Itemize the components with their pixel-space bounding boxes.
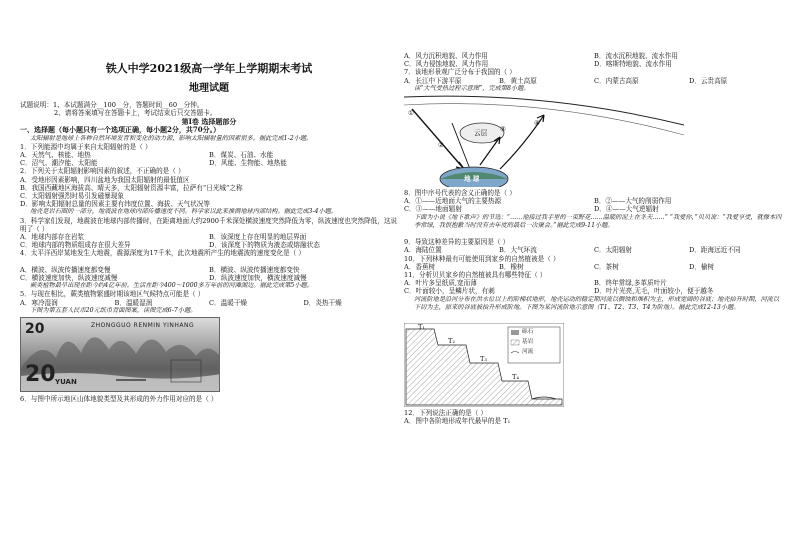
q7-option-c[interactable]: C．内蒙古高原 — [594, 76, 639, 85]
legend-river: 河流 — [522, 349, 534, 356]
legend-gravel: 砾石 — [522, 329, 534, 336]
q12-option-a[interactable]: A．图中各阶地形成年代最早的是 T₁ — [404, 417, 511, 426]
q8-options-row2 — [404, 205, 784, 213]
q6-options-row1 — [404, 52, 784, 60]
q2-option-b[interactable]: B．我国西藏地区海拔高、晴天多，太阳辐射资源丰富，拉萨有“日光城”之称 — [20, 183, 243, 192]
part-heading: 一、选择题（每小题只有一个选项正确，每小题2分，共70分。） — [20, 126, 221, 135]
q6-options-row2 — [404, 60, 784, 68]
currency-yuan: YUAN — [55, 378, 77, 387]
label-4: ④ — [534, 119, 540, 128]
q1-options-row2 — [20, 159, 398, 167]
label-2: ② — [438, 141, 444, 150]
question-10: 10．下列林种最有可能使用到家乡的自然植被是（ ） — [404, 254, 560, 263]
q7-option-a[interactable]: A．长江中下游平原 — [404, 76, 462, 85]
q5-option-c[interactable]: C．温暖干燥 — [209, 298, 248, 307]
denomination-bottom: 20 — [25, 362, 56, 388]
q7-option-b[interactable]: B．黄土高原 — [499, 76, 537, 85]
q3-option-a[interactable]: A．地球内部存在岩浆 — [20, 233, 85, 242]
question-7: 7．该地形景观广泛分布于我国的（ ） — [404, 68, 516, 77]
exam-note-1: 试题说明：1、本试题满分__100__分，答题时间__60__分钟。 — [20, 101, 204, 109]
q3-options-row2 — [20, 241, 398, 249]
q4-option-d[interactable]: D．纵波速度加快，横波速度减慢 — [209, 274, 307, 283]
q1-option-a[interactable]: A．天然气、核能、地热 — [20, 151, 91, 160]
q10-options — [404, 263, 784, 271]
question-12: 12．下列说法正确的是（ ） — [404, 409, 488, 418]
q1-option-b[interactable]: B．煤炭、石油、水能 — [209, 151, 274, 160]
heating-process-svg — [404, 95, 684, 187]
question-6: 6．与图中所示地区山体地貌类型及其形成的外力作用对应的是（ ） — [20, 395, 218, 404]
q7-options — [404, 77, 784, 85]
q4-options-row1 — [20, 266, 398, 274]
q5-options — [20, 299, 398, 307]
q5-option-d[interactable]: D．炎热干燥 — [303, 298, 342, 307]
q6-option-d[interactable]: D．喀斯特地貌、流水作用 — [594, 60, 672, 69]
left-column — [20, 62, 398, 403]
section-heading: 第Ⅰ卷 选择题部分 — [181, 117, 237, 127]
earth-label: 地 球 — [464, 175, 480, 184]
exam-note-2: 2、请将答案填写在答题卡上，考试结束后只交答题卡。 — [54, 109, 217, 118]
question-9: 9．导致这种差异的主要原因是（ ） — [404, 238, 510, 247]
atmosphere-heating-diagram — [404, 95, 684, 187]
intro-2: 地壳是岩石圈的一部分，地震波在地球内部传播速度不同。科学家以此来推测地球内部结构。据此完成3-4小题。 — [30, 208, 337, 216]
river-terrace-diagram — [404, 323, 564, 407]
q10-option-d[interactable]: D．榆树 — [689, 262, 715, 271]
terrace-t3: T₃ — [480, 355, 488, 364]
q8-option-b[interactable]: B．②——大气的削弱作用 — [594, 197, 672, 206]
q5-option-a[interactable]: A．寒冷湿润 — [20, 298, 58, 307]
question-1: 1．下列能源中均属于来自太阳辐射的是（ ） — [20, 142, 152, 151]
question-8: 8．图中序号代表的含义正确的是（ ） — [404, 189, 516, 198]
q10-option-c[interactable]: C．茶树 — [594, 262, 619, 271]
label-1: ① — [408, 109, 414, 118]
intro-5: 读“大气受热过程示意图”，完成第8小题。 — [414, 84, 530, 92]
q8-option-d[interactable]: D．④——大气逆辐射 — [594, 205, 659, 214]
q11-options-row2 — [404, 287, 784, 295]
question-5: 5．与现在相比，蕨类植物繁盛时期该地区气候特点可能是（ ） — [20, 290, 205, 299]
legend-bedrock: 基岩 — [522, 339, 534, 346]
intro-3: 蕨类植物最早出现在距今约4亿年前。生活在距今400～1000多万年前的河滩湖边。据此完成第5小题。 — [30, 282, 313, 290]
banknote-image — [20, 317, 220, 392]
question-2: 2．下列关于太阳辐射影响因素的叙述，不正确的是（ ） — [20, 167, 185, 176]
q3-option-c[interactable]: C．地球内部的物质组成存在很大差异 — [20, 241, 131, 250]
q1-option-d[interactable]: D．风能、生物能、地热能 — [209, 159, 287, 168]
q11-option-b[interactable]: B．终年常绿,多革质叶片 — [594, 279, 667, 288]
q11-option-c[interactable]: C．叶面较小，呈鳞片状，有刺 — [404, 287, 495, 296]
q3-option-d[interactable]: D．该深度下的物质为液态或熔融状态 — [209, 241, 320, 250]
river-terrace-svg — [404, 323, 564, 407]
bank-name: ZHONGGUO RENMIN YINHANG — [91, 322, 195, 330]
q4-option-b[interactable]: B．横波、纵波传播速度都变快 — [209, 265, 300, 274]
q6-option-b[interactable]: B．流水沉积地貌、流水作用 — [594, 52, 678, 60]
cloud-label: 云层 — [474, 129, 488, 138]
q5-option-b[interactable]: B．温暖湿润 — [114, 298, 153, 307]
q3-option-b[interactable]: B．该深度上存在明显的地层界面 — [209, 233, 307, 242]
q10-option-b[interactable]: B．橡树 — [499, 262, 524, 271]
intro-7: 河流阶地是沿河分布在洪水位以上的阶梯状地形，地壳运动的稳定期河流以侧蚀和堆积为主，形成宽阔的谷底；地壳抬升时期，河流以下切为主，原来的谷底被抬升形成阶地。下图为某河流阶地示意图（T1、T2、T3、T4为阶地）。据此完成12-13小题。 — [414, 295, 780, 311]
q2-option-d[interactable]: D．影响太阳辐射总量的因素主要有纬度位置、海拔、天气状况等 — [20, 200, 210, 209]
q1-option-c[interactable]: C．沼气、潮汐能、太阳能 — [20, 159, 98, 168]
q6-option-c[interactable]: C．风力侵蚀地貌、风力作用 — [404, 60, 489, 69]
q3-options-row1 — [20, 233, 398, 241]
q8-option-a[interactable]: A．①——近地面大气的主要热源 — [404, 197, 502, 206]
terrace-t4: T₄ — [512, 373, 520, 382]
q9-option-c[interactable]: C．太阳辐射 — [594, 246, 633, 255]
q10-option-a[interactable]: A．香蕉树 — [404, 262, 436, 271]
intro-1: 太阳辐射是地球上各种自然环境发育和变化的动力源，影响太阳辐射量的因素很多。据此完成1-2小题。 — [30, 134, 313, 142]
exam-subtitle: 地理试题 — [189, 83, 229, 94]
question-11: 11．分析贝贝家乡的自然植被具有哪些特征（ ） — [404, 271, 547, 280]
q4-option-c[interactable]: C．横波速度加快，纵波速度减慢 — [20, 274, 118, 283]
q9-option-d[interactable]: D．距海远近不同 — [689, 246, 741, 255]
q8-options-row1 — [404, 197, 784, 205]
denomination-top: 20 — [25, 321, 45, 338]
q9-options — [404, 246, 784, 254]
terrace-t2: T₂ — [448, 337, 456, 346]
q11-option-a[interactable]: A．叶片多呈纸质,宽而薄 — [404, 279, 477, 288]
q2-option-c[interactable]: C．太阳辐射强烈时易引发磁暴现象 — [20, 192, 124, 201]
question-4: 4．太平洋西岸某地发生大地震，震源深度为17千米，此次地震所产生的地震波的速度变化是（ ） — [20, 249, 306, 258]
terrace-t1: T₁ — [418, 323, 426, 332]
intro-4: 下图为第五套人民币20元纸币背面图案，读图完成6-7小题。 — [30, 306, 197, 314]
q11-option-d[interactable]: D．叶片光亮,无毛，叶面较小，便于越冬 — [594, 287, 714, 296]
q6-option-a[interactable]: A．风力沉积地貌、风力作用 — [404, 52, 488, 60]
q4-option-a[interactable]: A．横波、纵波传播速度都变慢 — [20, 265, 111, 274]
q2-option-a[interactable]: A．受地形因素影响，四川盆地为我国太阳辐射的最低值区 — [20, 175, 190, 184]
question-3: 3．科学家们发现，地震波在地球内部传播时，在距离地面大约2900千米深处横波速度突然降低为零，纵波速度也突然降低，这说明了（ ） — [20, 216, 398, 233]
q4-options-row2 — [20, 274, 398, 282]
intro-6: 下面为小说《地下歌声》的节选：“……他接过我手里的一束野花……温暖的泥土在冬天……” “我爱你，”贝贝说：“我爱享受，就像本四季常绿，我很抱歉当时没有去年度的最后一次聚会。”据此完成9-11小题。 — [414, 213, 782, 229]
q1-options-row1 — [20, 151, 398, 159]
right-column — [404, 52, 784, 426]
label-3: ③ — [500, 125, 506, 134]
q9-option-b[interactable]: B．大气环流 — [499, 246, 537, 255]
q9-option-a[interactable]: A．海陆位置 — [404, 246, 442, 255]
q11-options-row1 — [404, 279, 784, 287]
q7-option-d[interactable]: D．云贵高原 — [689, 76, 728, 85]
q8-option-c[interactable]: C．③——地面辐射 — [404, 205, 462, 214]
exam-title: 铁人中学2021级高一学年上学期期末考试 — [105, 62, 313, 75]
